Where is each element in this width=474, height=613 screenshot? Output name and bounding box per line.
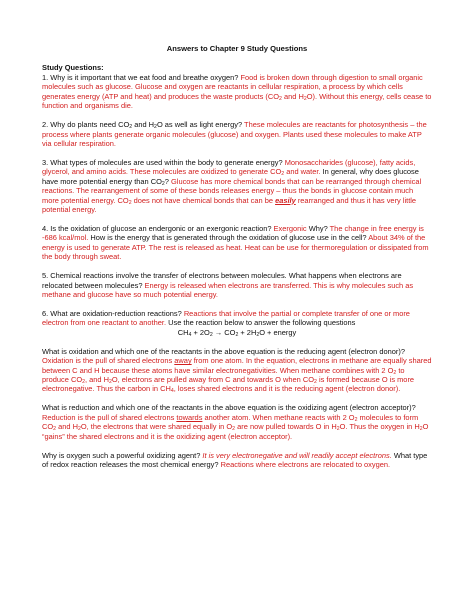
answer-text: and water. [284, 167, 321, 177]
question-5 [42, 271, 432, 299]
answer-text: O. Thus the oxygen in H [339, 422, 420, 432]
question-4 [42, 224, 432, 262]
answer-text: 2 [128, 199, 132, 206]
answer-text: easily [275, 195, 296, 205]
answer-text: towards [176, 412, 203, 422]
question-text: 3. What types of molecules are used within the body to generate energy? [42, 157, 285, 167]
question-text: O + energy [259, 327, 297, 337]
answer-text: These molecules are reactants for photosynthesis – the process where plants generate organic molecules (glucose) and oxygen. Plants used these molecules to make ATP via cellular respiration. [42, 120, 427, 149]
question-2 [42, 120, 432, 148]
answer-text: Exergonic [273, 223, 307, 233]
question-text: 2 [256, 331, 260, 338]
answer-text: 4 [170, 388, 174, 395]
study-questions-heading: Study Questions: [42, 63, 104, 73]
answer-text: away [174, 356, 192, 366]
answer-text: 2 [77, 426, 81, 433]
redox-question-3 [42, 451, 432, 470]
answer-text: 2 [82, 379, 85, 386]
question-text: 5. Chemical reactions involve the transfer of electrons between molecules. What happens when electrons are relocated between molecules? [42, 271, 402, 290]
answer-text: 2 [108, 379, 112, 386]
answer-text: Oxidation is the pull of shared electrons [42, 356, 175, 366]
answer-text: 2 [281, 171, 285, 178]
answer-text: It is very electronegative and will readily accept electrons. [202, 450, 392, 460]
question-text: → CO [212, 327, 236, 337]
question-text: Use the reaction below to answer the following questions [166, 318, 356, 328]
question-text: and H [132, 120, 155, 130]
question-3 [42, 158, 432, 215]
answer-text: Energy is released when electrons are transferred. This is why molecules such as methane and glucose have so much potential energy. [42, 280, 414, 300]
answer-text: rearranged and thus it has very little potential energy. [42, 195, 417, 215]
question-text: ? [164, 176, 171, 186]
answer-text: and H [281, 91, 304, 101]
question-text: 4. Is the oxidation of glucose an endergonic or an exergonic reaction? [42, 223, 274, 233]
question-text: 1. Why is it important that we eat food and breathe oxygen? [42, 72, 241, 82]
answer-text: Glucose has more chemical bonds that can be rearranged through chemical reactions. The rearrangement of some of these bonds releases energy – thus the bonds in glucose contain much more potential energy. CO [42, 176, 422, 205]
question-text: 2 [154, 124, 157, 131]
answer-text: does not have chemical bonds that can be [131, 195, 276, 205]
answer-text: About 34% of the energy is used to generate ATP. The rest is released as heat. Heat can be use for thermoregulation or dissipated from the body through sweat. [42, 233, 429, 262]
answer-text: 2 [279, 95, 282, 102]
question-1 [42, 73, 432, 111]
answer-text: Food is broken down through digestion to small organic molecules such as glucose. Glucose and oxygen are reactants in cellular respiration, a process by which cells generates energy (ATP and heat) and produces the waste products (CO [42, 72, 423, 101]
answer-text: Reactions where electrons are relocated to oxygen. [220, 459, 391, 469]
answer-text: O). Without this energy, cells cease to function and organisms die. [42, 91, 432, 111]
answer-text: to produce CO [42, 365, 405, 385]
question-text: 2 [129, 124, 133, 131]
answer-text: 2 [314, 379, 317, 386]
answer-text: another atom. When methane reacts with 2 O [202, 412, 355, 422]
answer-text: The change in free energy is -686 kcal/mol. [42, 223, 424, 243]
question-text: O as well as light energy? [156, 120, 245, 130]
answer-text: 2 [354, 416, 358, 423]
question-text: How is the energy that is generated through the oxidation of glucose use in the cell? [88, 233, 369, 243]
question-text: Why? [306, 223, 330, 233]
answer-text: Reduction is the pull of shared electrons [42, 412, 177, 422]
answer-text: 2 [419, 426, 423, 433]
question-text: In general, why does glucose have more potential energy than CO [42, 167, 419, 186]
redox-questions [42, 347, 432, 470]
answer-text: Monosaccharides (glucose), fatty acids, glycerol, and amino acids. These molecules are oxidized to generate CO [42, 157, 416, 177]
question-text: 2 [161, 180, 165, 187]
answer-text: O “gains” the shared electrons and it is the oxidizing agent (electron acceptor). [42, 422, 429, 441]
question-text: What is oxidation and which one of the reactants in the above equation is the reducing agent (electron donor)? [42, 346, 406, 356]
answer-text: , and H [85, 375, 109, 385]
answer-text: 2 [393, 369, 397, 376]
question-text: 2 [235, 331, 239, 338]
question-text: 2 [209, 331, 213, 338]
answer-text: molecules to form CO [42, 412, 419, 432]
question-text: 6. What are oxidation-reduction reactions? [42, 308, 184, 318]
question-6-text [42, 309, 432, 328]
question-6 [42, 309, 432, 337]
answer-text: 2 [336, 426, 340, 433]
question-text: 4 [188, 331, 192, 338]
answer-text: from one atom. In the equation, electrons in methane are equally shared between C and H because these atoms have similar electronegativities. When methane combines with 2 O [42, 356, 432, 375]
question-text: + 2O [191, 327, 210, 337]
question-text: What type of redox reaction releases the most chemical energy? [42, 450, 428, 469]
reaction-equation [42, 328, 432, 337]
answer-text: is formed because O is more electronegative. Thus the carbon in CH [42, 375, 415, 394]
answer-text: are now pulled towards O in H [235, 422, 337, 432]
document-title: Answers to Chapter 9 Study Questions [166, 44, 308, 53]
question-text: What is reduction and which one of the reactants in the above equation is the oxidizing agent (electron acceptor)? [42, 403, 416, 413]
answer-text: and H [56, 422, 78, 432]
questions-1-to-5 [42, 73, 432, 300]
answer-text: O, the electrons that were shared equally in O [80, 422, 233, 432]
question-text: + 2H [238, 327, 257, 337]
answer-text: 2 [303, 95, 307, 102]
question-text: 2. Why do plants need CO [42, 120, 130, 130]
answer-text: , loses shared electrons and it is the reducing agent (electron donor). [173, 384, 401, 394]
redox-question-1 [42, 347, 432, 394]
question-text: Why is oxygen such a powerful oxidizing agent? [42, 450, 203, 460]
answer-text: Reactions that involve the partial or complete transfer of one or more electron from one reactant to another. [42, 308, 410, 328]
question-text: CH [177, 327, 189, 337]
answer-text: 2 [232, 426, 236, 433]
answer-text: 2 [53, 426, 57, 433]
redox-question-2 [42, 403, 432, 441]
answer-text: O, electrons are pulled away from C and towards O when CO [111, 375, 315, 385]
